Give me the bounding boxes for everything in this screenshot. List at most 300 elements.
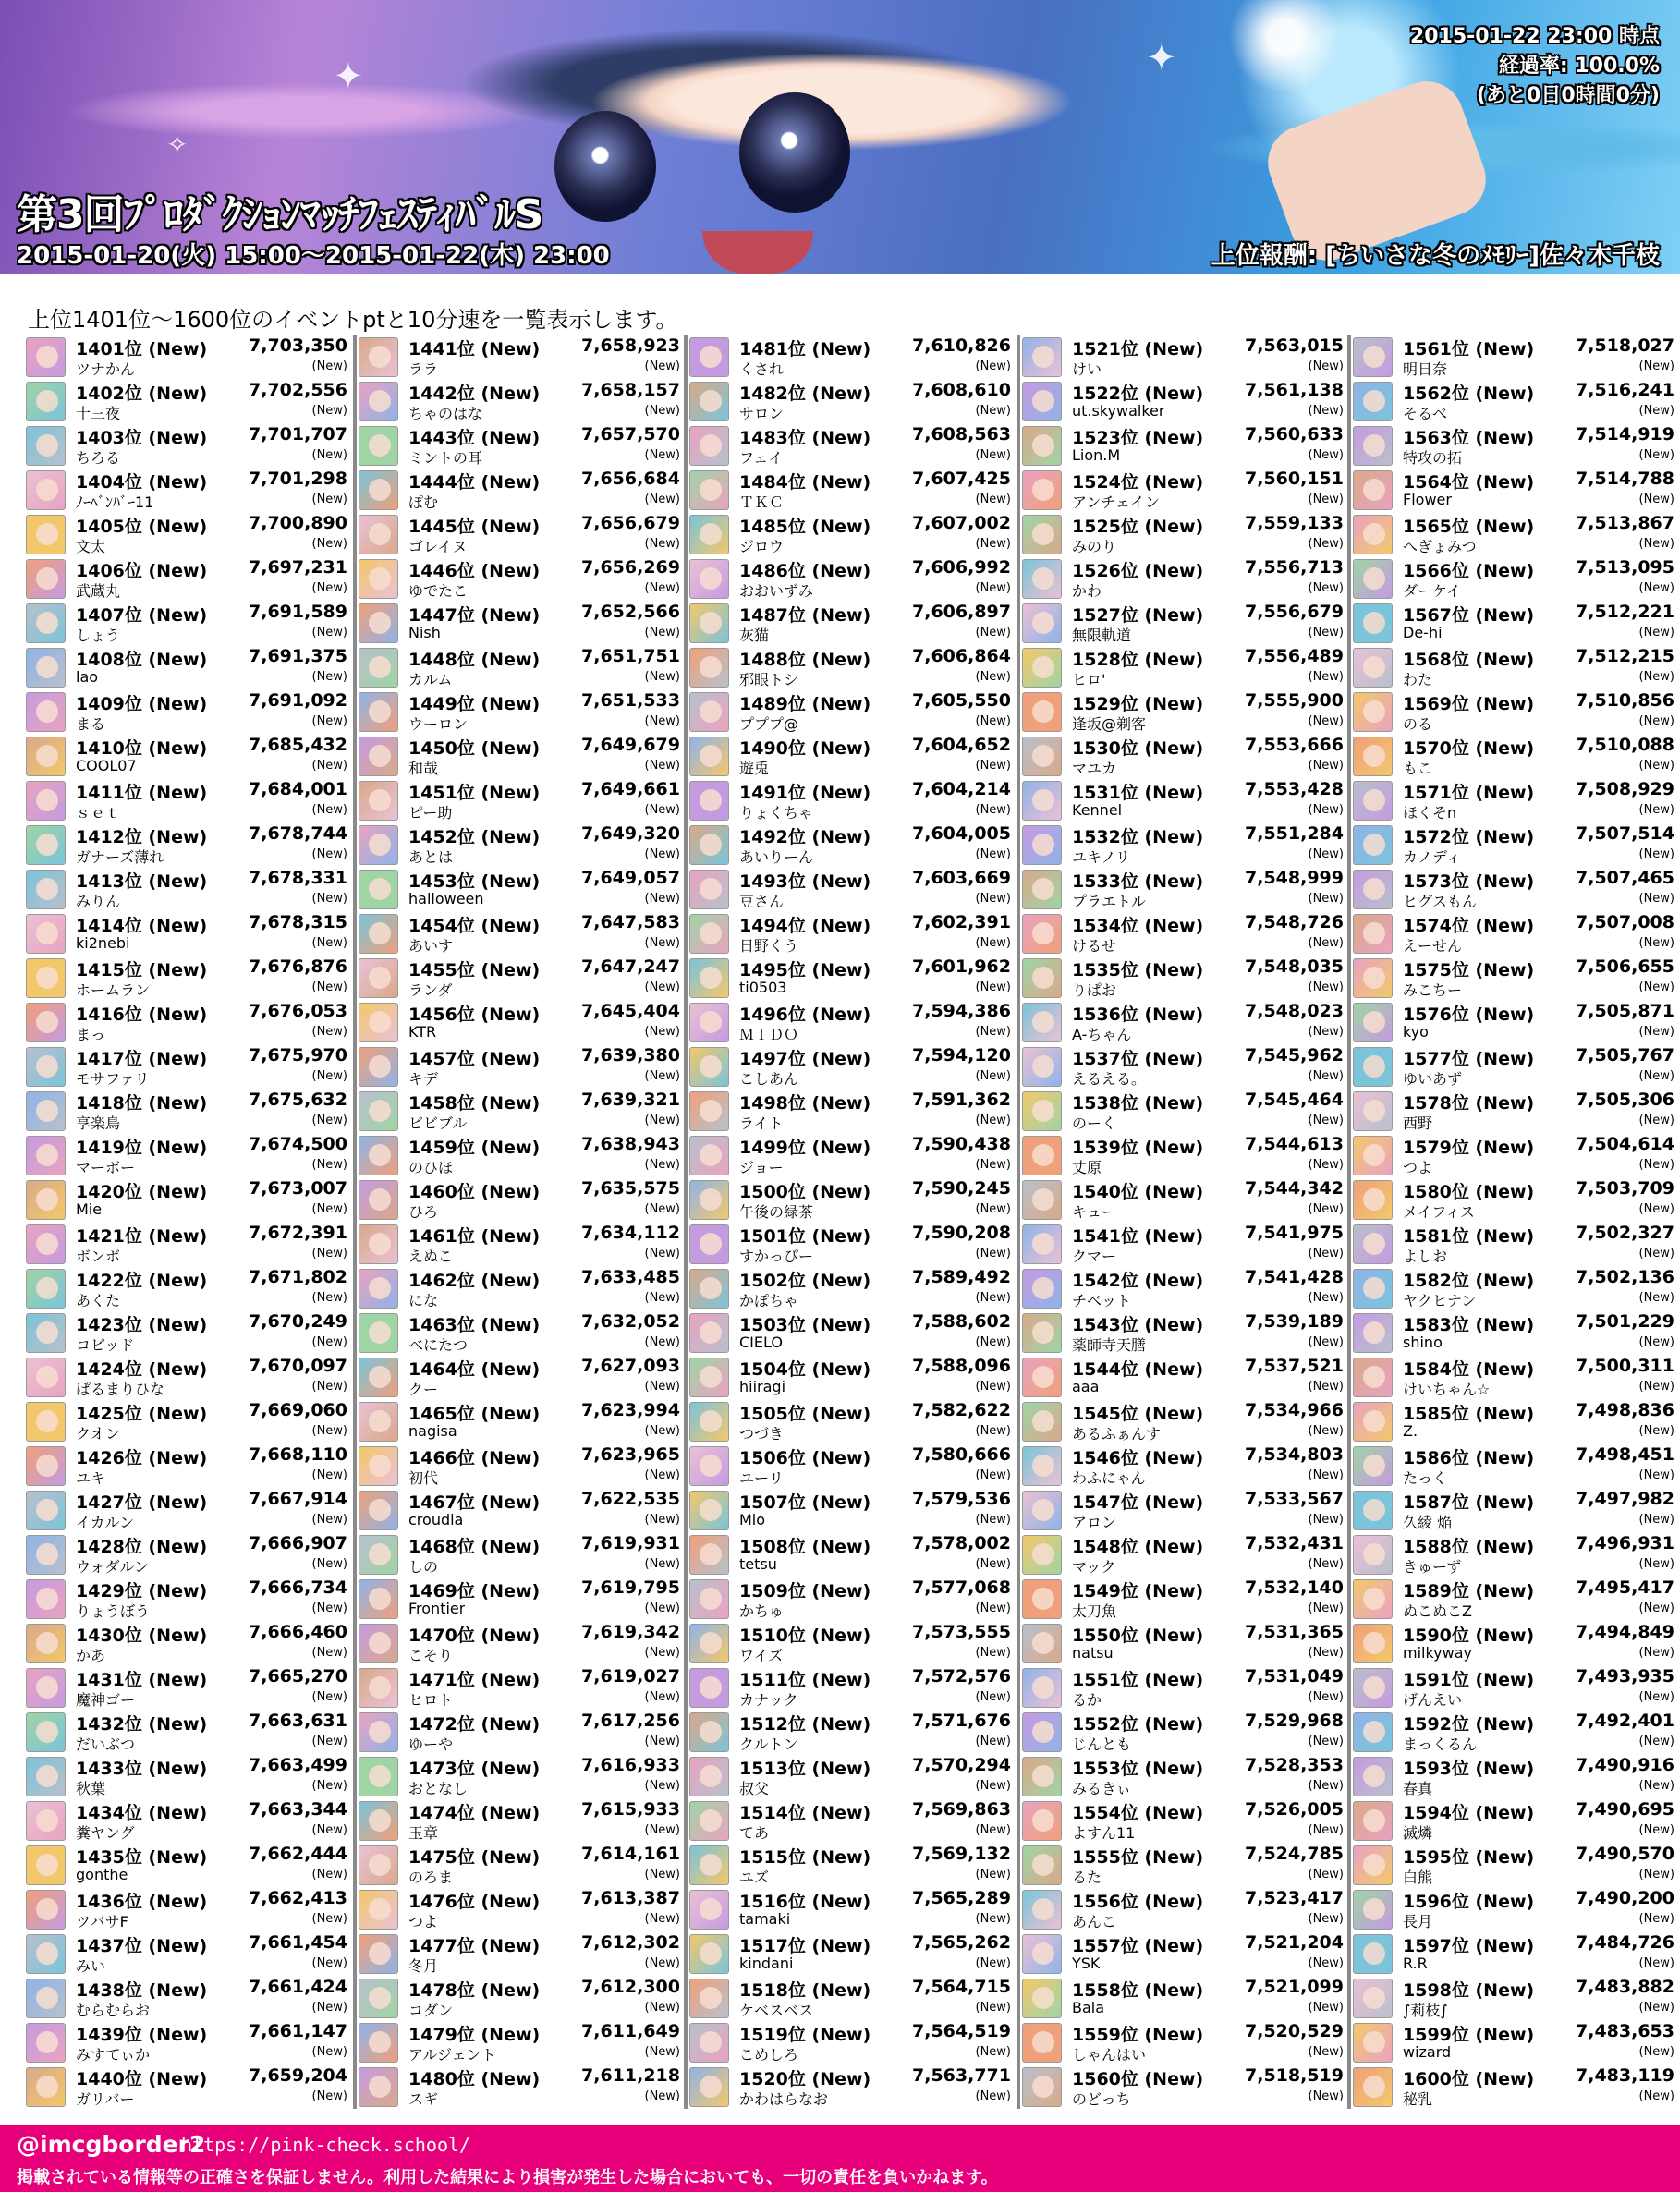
idol-card-avatar — [26, 870, 66, 909]
ten-minute-speed: (New) — [975, 448, 1011, 462]
idol-card-avatar — [1353, 1446, 1393, 1486]
idol-card-avatar — [359, 1446, 398, 1486]
producer-name: げんえい — [1403, 1691, 1463, 1709]
idol-card-avatar — [1022, 1358, 1062, 1397]
ten-minute-speed: (New) — [311, 537, 347, 551]
event-points: 7,662,444 — [249, 1844, 347, 1864]
rank-label: 1464位 (New) — [408, 1359, 541, 1380]
ten-minute-speed: (New) — [311, 670, 347, 684]
ranking-row — [1022, 1754, 1347, 1798]
rank-label: 1560位 (New) — [1072, 2069, 1204, 2089]
site-link[interactable]: https://pink-check.school/ — [181, 2134, 471, 2156]
producer-name: プププ@ — [739, 715, 799, 733]
producer-name: 豆さん — [739, 893, 785, 910]
rank-label: 1593位 (New) — [1403, 1759, 1535, 1779]
idol-card-avatar — [1353, 1979, 1393, 2018]
idol-card-avatar — [359, 382, 398, 421]
ranking-row — [689, 689, 1015, 734]
event-points: 7,606,897 — [912, 602, 1011, 622]
ten-minute-speed: (New) — [311, 1868, 347, 1881]
event-points: 7,563,015 — [1245, 335, 1344, 356]
ranking-row — [1022, 1000, 1347, 1044]
producer-name: hiiragi — [739, 1378, 786, 1395]
ten-minute-speed: (New) — [1638, 1646, 1674, 1660]
ranking-row — [1353, 645, 1678, 689]
column-divider — [1347, 335, 1351, 2109]
ten-minute-speed: (New) — [1308, 1335, 1344, 1349]
event-points: 7,490,200 — [1576, 1888, 1674, 1908]
rank-label: 1589位 (New) — [1403, 1581, 1535, 1601]
ten-minute-speed: (New) — [311, 1912, 347, 1926]
event-points: 7,516,241 — [1576, 380, 1674, 400]
producer-name: ランダ — [408, 981, 453, 999]
producer-name: クルトン — [739, 1735, 798, 1753]
event-points: 7,670,097 — [249, 1356, 347, 1376]
event-points: 7,521,099 — [1245, 1977, 1344, 1997]
ten-minute-speed: (New) — [311, 581, 347, 595]
ten-minute-speed: (New) — [1308, 581, 1344, 595]
ranking-row — [359, 1488, 684, 1532]
idol-card-avatar — [359, 2067, 398, 2107]
ten-minute-speed: (New) — [311, 2089, 347, 2103]
event-points: 7,657,570 — [581, 424, 680, 444]
event-points: 7,553,666 — [1245, 735, 1344, 755]
event-points: 7,594,120 — [912, 1045, 1011, 1066]
idol-card-avatar — [359, 1003, 398, 1042]
producer-name: フェイ — [739, 449, 784, 467]
ten-minute-speed: (New) — [1308, 892, 1344, 906]
rank-label: 1598位 (New) — [1403, 1980, 1535, 2001]
ten-minute-speed: (New) — [1638, 1690, 1674, 1704]
event-points: 7,548,023 — [1245, 1001, 1344, 1021]
ranking-column — [359, 335, 684, 2109]
ranking-column — [1353, 335, 1678, 2109]
rank-label: 1448位 (New) — [408, 650, 541, 670]
ranking-row — [689, 1355, 1015, 1399]
producer-name: クー — [408, 1381, 439, 1398]
ranking-row — [359, 1754, 684, 1798]
ten-minute-speed: (New) — [975, 359, 1011, 373]
producer-name: 和哉 — [408, 760, 439, 777]
ten-minute-speed: (New) — [644, 493, 680, 506]
idol-card-avatar — [1022, 648, 1062, 688]
idol-card-avatar — [1022, 2023, 1062, 2063]
idol-card-avatar — [1022, 337, 1062, 377]
producer-name: 久綾 焔 — [1403, 1514, 1453, 1531]
ten-minute-speed: (New) — [1308, 626, 1344, 639]
rank-label: 1421位 (New) — [76, 1226, 208, 1247]
ranking-row — [689, 423, 1015, 468]
idol-card-avatar — [689, 1845, 729, 1885]
ranking-row — [1022, 2064, 1347, 2109]
ten-minute-speed: (New) — [644, 714, 680, 728]
rank-label: 1488位 (New) — [739, 650, 871, 670]
idol-card-avatar — [26, 1668, 66, 1708]
rank-label: 1546位 (New) — [1072, 1448, 1204, 1468]
idol-card-avatar — [1022, 1624, 1062, 1663]
rank-label: 1545位 (New) — [1072, 1404, 1204, 1424]
ten-minute-speed: (New) — [311, 1735, 347, 1748]
idol-card-avatar — [1022, 426, 1062, 466]
ranking-row — [26, 911, 351, 956]
producer-name: 春真 — [1403, 1780, 1433, 1797]
event-points: 7,665,270 — [249, 1666, 347, 1687]
ten-minute-speed: (New) — [1638, 1468, 1674, 1482]
event-points: 7,700,890 — [249, 513, 347, 533]
ten-minute-speed: (New) — [1308, 1380, 1344, 1394]
producer-name: るか — [1072, 1691, 1102, 1709]
ten-minute-speed: (New) — [644, 581, 680, 595]
event-points: 7,513,867 — [1576, 513, 1674, 533]
event-points: 7,601,962 — [912, 956, 1011, 977]
ranking-row — [1353, 1089, 1678, 1133]
rank-label: 1499位 (New) — [739, 1138, 871, 1158]
rank-label: 1500位 (New) — [739, 1182, 871, 1202]
ranking-row — [1353, 1577, 1678, 1621]
event-points: 7,606,992 — [912, 557, 1011, 578]
producer-name: 特攻の拓 — [1403, 449, 1463, 467]
idol-card-avatar — [359, 559, 398, 599]
ranking-row — [689, 1931, 1015, 1976]
event-points: 7,617,256 — [581, 1711, 680, 1731]
ten-minute-speed: (New) — [311, 980, 347, 994]
producer-name: るた — [1072, 1869, 1102, 1886]
ten-minute-speed: (New) — [311, 1247, 347, 1260]
idol-card-avatar — [1353, 1491, 1393, 1530]
idol-card-avatar — [1022, 870, 1062, 909]
rank-label: 1595位 (New) — [1403, 1847, 1535, 1868]
ranking-row — [1022, 601, 1347, 645]
rank-label: 1491位 (New) — [739, 783, 871, 803]
idol-card-avatar — [1022, 1136, 1062, 1175]
idol-card-avatar — [359, 337, 398, 377]
event-points: 7,555,900 — [1245, 690, 1344, 711]
event-points: 7,656,269 — [581, 557, 680, 578]
ten-minute-speed: (New) — [311, 936, 347, 950]
banner-art-sparkle: ✧ — [166, 129, 189, 160]
rank-label: 1477位 (New) — [408, 1936, 541, 1956]
ten-minute-speed: (New) — [311, 2045, 347, 2059]
ranking-row — [689, 2020, 1015, 2064]
ten-minute-speed: (New) — [1638, 2089, 1674, 2103]
ten-minute-speed: (New) — [311, 1335, 347, 1349]
producer-name: COOL07 — [76, 757, 137, 774]
producer-name: ti0503 — [739, 979, 787, 996]
ranking-row — [1022, 1577, 1347, 1621]
producer-name: ガリバー — [76, 2090, 135, 2108]
ranking-row — [1353, 1532, 1678, 1577]
ten-minute-speed: (New) — [1308, 1823, 1344, 1837]
ten-minute-speed: (New) — [1638, 1069, 1674, 1083]
rank-label: 1567位 (New) — [1403, 605, 1535, 626]
event-points: 7,613,387 — [581, 1888, 680, 1908]
producer-name: halloween — [408, 890, 484, 907]
footer — [0, 2125, 1680, 2192]
rank-label: 1555位 (New) — [1072, 1847, 1204, 1868]
producer-name: ちゃのはな — [408, 405, 483, 422]
ranking-column — [689, 335, 1015, 2109]
rank-label: 1435位 (New) — [76, 1847, 208, 1868]
event-points: 7,565,262 — [912, 1932, 1011, 1953]
top-reward: 上位報酬: [ちいさな冬のﾒﾓﾘｰ]佐々木千枝 — [1211, 242, 1660, 270]
producer-name: スギ — [408, 2090, 439, 2108]
producer-name: ほくそn — [1403, 804, 1457, 822]
ten-minute-speed: (New) — [311, 1424, 347, 1438]
ten-minute-speed: (New) — [1308, 1069, 1344, 1083]
event-points: 7,652,566 — [581, 602, 680, 622]
ranking-row — [1022, 867, 1347, 911]
producer-name: こめしろ — [739, 2046, 799, 2064]
rank-label: 1506位 (New) — [739, 1448, 871, 1468]
rank-label: 1498位 (New) — [739, 1093, 871, 1114]
event-points: 7,676,876 — [249, 956, 347, 977]
idol-card-avatar — [1353, 1757, 1393, 1796]
ranking-row — [1022, 1044, 1347, 1089]
idol-card-avatar — [1353, 1801, 1393, 1841]
rank-label: 1427位 (New) — [76, 1492, 208, 1513]
ranking-row — [359, 1710, 684, 1754]
ranking-row — [689, 1798, 1015, 1843]
ten-minute-speed: (New) — [311, 892, 347, 906]
idol-card-avatar — [1022, 692, 1062, 732]
rank-label: 1417位 (New) — [76, 1049, 208, 1069]
event-points: 7,594,386 — [912, 1001, 1011, 1021]
idol-card-avatar — [359, 737, 398, 776]
rank-label: 1440位 (New) — [76, 2069, 208, 2089]
producer-name: ヒグスもん — [1403, 893, 1477, 910]
event-points: 7,662,413 — [249, 1888, 347, 1908]
ranking-row — [26, 556, 351, 601]
ranking-row — [26, 1355, 351, 1399]
event-points: 7,483,882 — [1576, 1977, 1674, 1997]
producer-name: サロン — [739, 405, 785, 422]
ten-minute-speed: (New) — [975, 670, 1011, 684]
event-points: 7,506,655 — [1576, 956, 1674, 977]
event-points: 7,559,133 — [1245, 513, 1344, 533]
rank-label: 1584位 (New) — [1403, 1359, 1535, 1380]
producer-name: けいちゃん☆ — [1403, 1381, 1491, 1398]
rank-label: 1509位 (New) — [739, 1581, 871, 1601]
event-points: 7,691,589 — [249, 602, 347, 622]
rank-label: 1515位 (New) — [739, 1847, 871, 1868]
ten-minute-speed: (New) — [311, 714, 347, 728]
rank-label: 1508位 (New) — [739, 1537, 871, 1557]
ranking-row — [1022, 1621, 1347, 1665]
ranking-row — [26, 1133, 351, 1177]
idol-card-avatar — [26, 337, 66, 377]
producer-name: A-ちゃん — [1072, 1026, 1132, 1043]
rank-label: 1481位 (New) — [739, 339, 871, 359]
ten-minute-speed: (New) — [1638, 1380, 1674, 1394]
idol-card-avatar — [26, 958, 66, 998]
producer-name: えぬこ — [408, 1248, 454, 1265]
event-points: 7,524,785 — [1245, 1844, 1344, 1864]
rank-label: 1521位 (New) — [1072, 339, 1204, 359]
idol-card-avatar — [359, 781, 398, 821]
producer-name: カナック — [739, 1691, 798, 1709]
ranking-row — [26, 1577, 351, 1621]
rank-label: 1511位 (New) — [739, 1670, 871, 1690]
rank-label: 1442位 (New) — [408, 384, 541, 404]
event-points: 7,556,679 — [1245, 602, 1344, 622]
ranking-row — [1022, 778, 1347, 822]
ten-minute-speed: (New) — [1308, 1646, 1344, 1660]
rank-label: 1409位 (New) — [76, 694, 208, 714]
ten-minute-speed: (New) — [1308, 847, 1344, 861]
idol-card-avatar — [359, 1224, 398, 1264]
producer-name: 丈原 — [1072, 1159, 1102, 1176]
ten-minute-speed: (New) — [1638, 759, 1674, 773]
rank-label: 1451位 (New) — [408, 783, 541, 803]
event-points: 7,649,661 — [581, 779, 680, 799]
producer-name: りょくちゃ — [739, 804, 814, 822]
ranking-row — [689, 1177, 1015, 1222]
rank-label: 1539位 (New) — [1072, 1138, 1204, 1158]
idol-card-avatar — [359, 1047, 398, 1087]
producer-name: わた — [1403, 671, 1433, 688]
rank-label: 1472位 (New) — [408, 1714, 541, 1735]
producer-name: キデ — [408, 1070, 439, 1088]
idol-card-avatar — [689, 1313, 729, 1353]
rank-label: 1531位 (New) — [1072, 783, 1204, 803]
ranking-row — [359, 423, 684, 468]
rank-label: 1561位 (New) — [1403, 339, 1535, 359]
producer-name: つづき — [739, 1425, 785, 1443]
producer-name: かぽちゃ — [739, 1292, 799, 1309]
event-points: 7,619,027 — [581, 1666, 680, 1687]
rank-label: 1434位 (New) — [76, 1803, 208, 1823]
idol-card-avatar — [26, 1491, 66, 1530]
idol-card-avatar — [26, 1535, 66, 1575]
event-points: 7,560,151 — [1245, 469, 1344, 489]
producer-name: たっく — [1403, 1469, 1448, 1487]
producer-name: ヒロ' — [1072, 671, 1106, 688]
ten-minute-speed: (New) — [644, 1690, 680, 1704]
ranking-row — [26, 423, 351, 468]
idol-card-avatar — [689, 1624, 729, 1663]
ranking-row — [26, 2064, 351, 2109]
idol-card-avatar — [26, 1358, 66, 1397]
event-points: 7,627,093 — [581, 1356, 680, 1376]
event-points: 7,661,424 — [249, 1977, 347, 1997]
ranking-row — [1022, 1488, 1347, 1532]
producer-name: ゴレイヌ — [408, 538, 468, 555]
ranking-row — [1022, 1665, 1347, 1710]
event-points: 7,570,294 — [912, 1755, 1011, 1775]
rank-label: 1445位 (New) — [408, 517, 541, 537]
ten-minute-speed: (New) — [1638, 1868, 1674, 1881]
ten-minute-speed: (New) — [644, 1646, 680, 1660]
rank-label: 1559位 (New) — [1072, 2025, 1204, 2045]
ranking-row — [359, 1887, 684, 1931]
idol-card-avatar — [359, 825, 398, 865]
event-points: 7,661,147 — [249, 2021, 347, 2041]
idol-card-avatar — [359, 1979, 398, 2018]
idol-card-avatar — [1022, 1180, 1062, 1220]
producer-name: 白熊 — [1403, 1869, 1433, 1886]
rank-label: 1465位 (New) — [408, 1404, 541, 1424]
event-points: 7,649,320 — [581, 823, 680, 844]
ranking-row — [26, 1177, 351, 1222]
event-points: 7,534,803 — [1245, 1444, 1344, 1465]
rank-label: 1497位 (New) — [739, 1049, 871, 1069]
rank-label: 1468位 (New) — [408, 1537, 541, 1557]
producer-name: えるえる。 — [1072, 1070, 1147, 1088]
idol-card-avatar — [1022, 1535, 1062, 1575]
producer-name: よすん11 — [1072, 1824, 1136, 1842]
idol-card-avatar — [1353, 737, 1393, 776]
idol-card-avatar — [359, 958, 398, 998]
rank-label: 1578位 (New) — [1403, 1093, 1535, 1114]
rank-label: 1444位 (New) — [408, 472, 541, 493]
ranking-row — [689, 1310, 1015, 1355]
event-points: 7,590,438 — [912, 1134, 1011, 1154]
idol-card-avatar — [359, 1136, 398, 1175]
idol-card-avatar — [1022, 2067, 1062, 2107]
ten-minute-speed: (New) — [1638, 448, 1674, 462]
banner-art-eye-left — [554, 111, 656, 222]
ten-minute-speed: (New) — [644, 626, 680, 639]
producer-name: ワイズ — [739, 1647, 784, 1664]
idol-card-avatar — [689, 2023, 729, 2063]
producer-name: De-hi — [1403, 624, 1443, 641]
ranking-row — [1022, 1931, 1347, 1976]
ranking-row — [26, 1887, 351, 1931]
producer-name: みりん — [76, 893, 121, 910]
twitter-handle-link[interactable]: @imcgborder2 — [17, 2131, 206, 2158]
event-points: 7,529,968 — [1245, 1711, 1344, 1731]
rank-label: 1492位 (New) — [739, 827, 871, 847]
rank-label: 1489位 (New) — [739, 694, 871, 714]
ten-minute-speed: (New) — [1638, 581, 1674, 595]
event-points: 7,702,556 — [249, 380, 347, 400]
ranking-row — [1353, 1488, 1678, 1532]
event-points: 7,504,614 — [1576, 1134, 1674, 1154]
event-points: 7,505,767 — [1576, 1045, 1674, 1066]
producer-name: プラエトル — [1072, 893, 1147, 910]
idol-card-avatar — [359, 603, 398, 643]
ranking-row — [359, 2064, 684, 2109]
event-points: 7,512,215 — [1576, 646, 1674, 666]
event-points: 7,561,138 — [1245, 380, 1344, 400]
ranking-row — [689, 1710, 1015, 1754]
rank-label: 1487位 (New) — [739, 605, 871, 626]
idol-card-avatar — [689, 1136, 729, 1175]
idol-card-avatar — [1022, 1757, 1062, 1796]
idol-card-avatar — [689, 2067, 729, 2107]
producer-name: gonthe — [76, 1866, 128, 1883]
ten-minute-speed: (New) — [311, 1025, 347, 1039]
rank-label: 1463位 (New) — [408, 1315, 541, 1335]
rank-label: 1503位 (New) — [739, 1315, 871, 1335]
rank-label: 1401位 (New) — [76, 339, 208, 359]
ranking-row — [359, 1044, 684, 1089]
event-points: 7,532,431 — [1245, 1533, 1344, 1553]
ten-minute-speed: (New) — [644, 1114, 680, 1127]
ranking-row — [359, 734, 684, 778]
idol-card-avatar — [1022, 1979, 1062, 2018]
producer-name: Kennel — [1072, 801, 1123, 819]
column-divider — [353, 335, 357, 2109]
idol-card-avatar — [1022, 1224, 1062, 1264]
event-points: 7,614,161 — [581, 1844, 680, 1864]
rank-label: 1485位 (New) — [739, 517, 871, 537]
event-points: 7,544,613 — [1245, 1134, 1344, 1154]
producer-name: よしお — [1403, 1248, 1448, 1265]
ranking-row — [359, 1177, 684, 1222]
ten-minute-speed: (New) — [1638, 1025, 1674, 1039]
event-points: 7,545,962 — [1245, 1045, 1344, 1066]
